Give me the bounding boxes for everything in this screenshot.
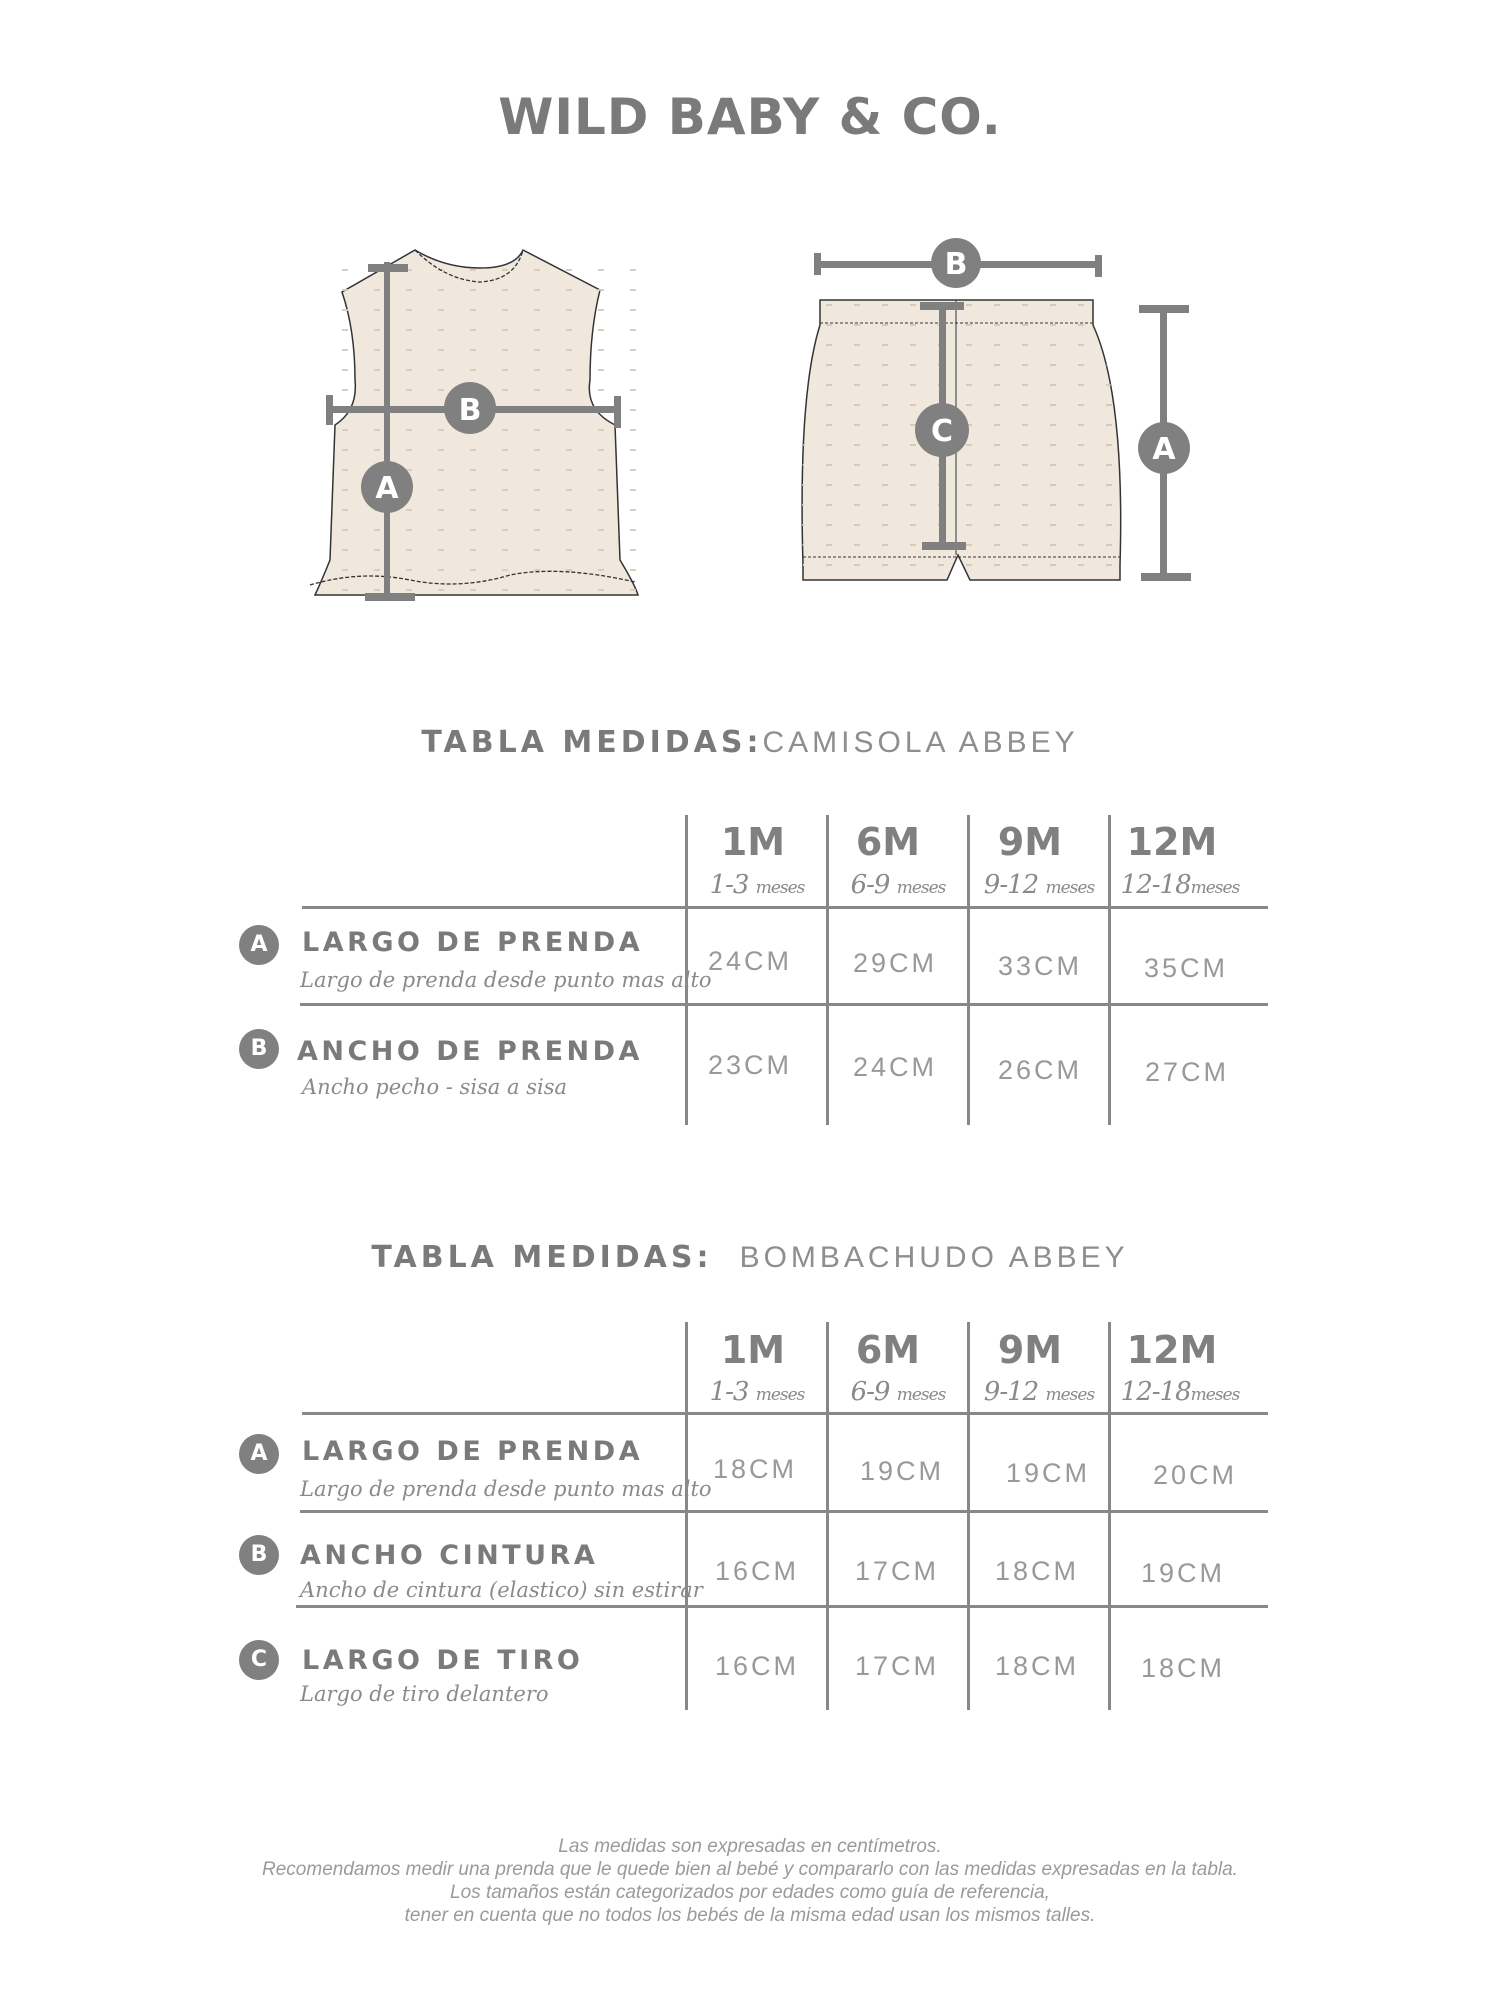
col-size-6m: 6M [855,1328,921,1372]
svg-text:A: A [1152,432,1176,467]
row-description: Ancho pecho - sisa a sisa [302,1075,567,1099]
grid-line [302,1412,1268,1415]
col-size-9m: 9M [997,1328,1063,1372]
col-size-12m: 12M [1126,1328,1218,1372]
grid-line [300,1003,1268,1006]
table-cell: 33CM [997,951,1083,981]
badge-a: A [239,1434,279,1474]
table-cell: 17CM [854,1556,940,1586]
camisola-illustration [300,240,660,610]
table-cell: 26CM [997,1055,1083,1085]
table-cell: 18CM [994,1556,1080,1586]
col-age: 1-3 meses [709,1377,805,1407]
bombachudo-illustration [790,235,1230,615]
col-age: 1-3 meses [709,870,805,900]
table-cell: 18CM [1140,1653,1226,1683]
table-cell: 35CM [1143,953,1229,983]
table-cell: 24CM [707,946,793,976]
col-size-9m: 9M [997,820,1063,864]
brand-title: WILD BABY & CO. [498,88,1002,146]
table-cell: 29CM [852,948,938,978]
row-label: LARGO DE PRENDA [302,927,644,958]
col-age: 6-9 meses [850,870,946,900]
footer-note-2: Recomendamos medir una prenda que le quede bien al bebé y compararlo con las medidas expresadas en la tabla. [262,1859,1238,1880]
col-age: 6-9 meses [850,1377,946,1407]
table-cell: 20CM [1152,1460,1238,1490]
table-cell: 18CM [712,1454,798,1484]
row-label: ANCHO DE PRENDA [297,1036,643,1067]
row-label: LARGO DE PRENDA [302,1436,644,1467]
svg-text:B: B [944,247,968,282]
col-size-1m: 1M [720,1328,786,1372]
row-description: Largo de tiro delantero [300,1682,549,1706]
grid-line [296,1605,1268,1608]
badge-a: A [239,925,279,965]
svg-text:B: B [458,393,482,428]
col-age: 12-18meses [1120,870,1240,900]
badge-b: B [239,1029,279,1069]
table-cell: 24CM [852,1052,938,1082]
grid-line [302,906,1268,909]
marker-a: A [375,471,399,506]
col-size-12m: 12M [1126,820,1218,864]
table-2-title: TABLA MEDIDAS: BOMBACHUDO ABBEY [371,1240,1129,1275]
table-cell: 17CM [854,1651,940,1681]
col-age: 12-18meses [1120,1377,1240,1407]
footer-note-4: tener en cuenta que no todos los bebés de la misma edad usan los mismos talles. [404,1905,1096,1926]
table-cell: 19CM [859,1456,945,1486]
row-label: ANCHO CINTURA [300,1540,599,1571]
footer-note-3: Los tamaños están categorizados por edades como guía de referencia, [450,1882,1050,1903]
table-cell: 19CM [1140,1558,1226,1588]
col-size-1m: 1M [720,820,786,864]
table-cell: 16CM [714,1556,800,1586]
col-age: 9-12 meses [983,1377,1095,1407]
row-description: Ancho de cintura (elastico) sin estirar [300,1578,703,1602]
col-age: 9-12 meses [983,870,1095,900]
table-cell: 18CM [994,1651,1080,1681]
footer-note-1: Las medidas son expresadas en centímetros. [558,1836,942,1857]
col-size-6m: 6M [855,820,921,864]
table-cell: 16CM [714,1651,800,1681]
row-description: Largo de prenda desde punto mas alto [300,1477,712,1501]
svg-text:C: C [930,414,954,449]
row-description: Largo de prenda desde punto mas alto [300,968,712,992]
table-1-title: TABLA MEDIDAS:CAMISOLA ABBEY [421,725,1079,760]
table-cell: 27CM [1144,1057,1230,1087]
badge-b: B [239,1535,279,1575]
table-cell: 19CM [1005,1458,1091,1488]
grid-line [300,1510,1268,1513]
table-cell: 23CM [707,1050,793,1080]
row-label: LARGO DE TIRO [302,1645,584,1676]
badge-c: C [239,1640,279,1680]
